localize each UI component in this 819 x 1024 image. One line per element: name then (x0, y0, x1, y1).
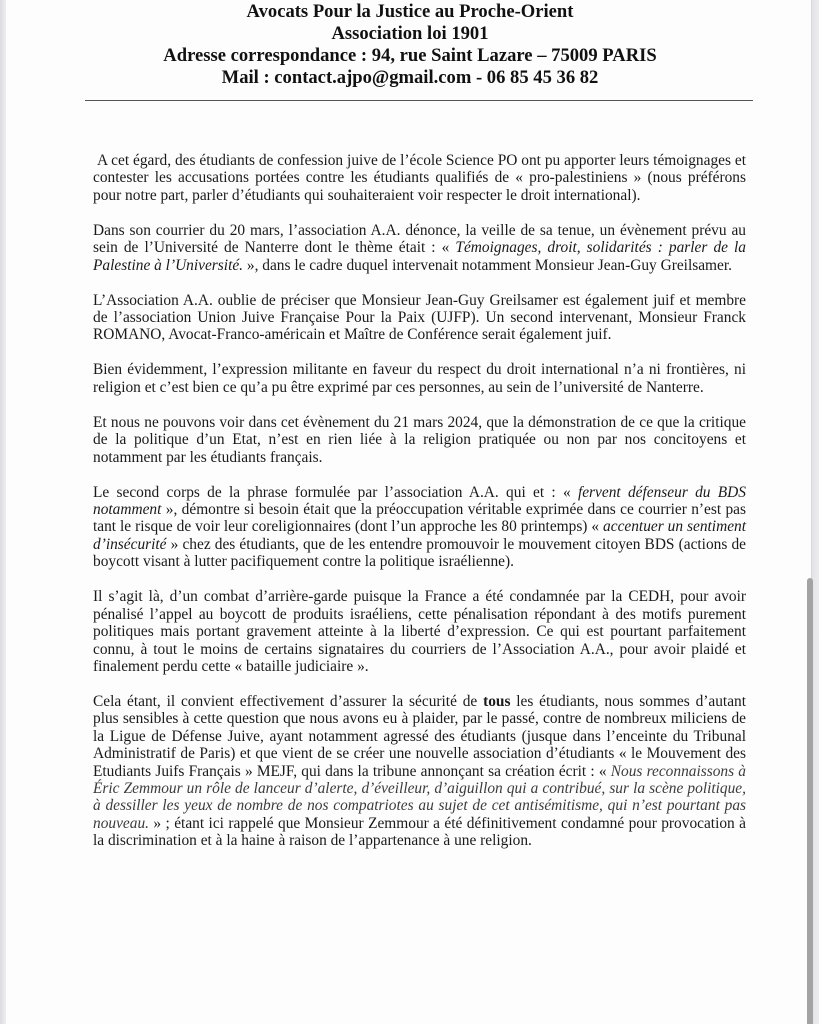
text-segment: L’Association A.A. oublie de préciser que Monsieur Jean-Guy Greilsamer est également juif et membre de l’association Union Juive Française Pour la Paix (UJFP). Un second intervenant, Monsieur Franck ROMANO, Avocat-Franco-américain et Maître de Conférence serait également juif. (93, 291, 746, 344)
text-segment: Bien évidemment, l’expression militante en faveur du respect du droit international n’a ni frontières, ni religion et c’est bien ce qu’a pu être exprimé par ces personnes, au sein de l’université de Nanterre. (93, 361, 746, 396)
letterhead (60, 1, 760, 89)
quoted-theme: Témoignages, droit, solidarités : parler de la Palestine à l’Université. (93, 239, 747, 274)
text-segment: Et nous ne pouvons voir dans cet évènement du 21 mars 2024, que la démonstration de ce que la critique de la politique d’un Etat, n’est en rien liée à la religion pratiquée ou non par nos concitoyens et notamment par les étudiants français. (93, 413, 746, 466)
paragraph-6 (93, 484, 746, 571)
text-segment: Cela étant, il convient effectivement d’assurer la sécurité de (93, 692, 484, 710)
quoted-phrase: accentuer un sentiment d’insécurité (93, 518, 746, 553)
text-segment: », démontre si besoin était que la préoccupation véritable exprimée dans ce courrier n’est pas tant le risque de voir leur coreligionnaires (dont l’un approche les 80 printemps) « (93, 501, 746, 536)
text-segment: les étudiants, nous sommes d’autant plus sensibles à cette question que nous avons eu à plaider, par le passé, contre de nombreux miliciens de la Ligue de Défense Juive, ayant notamment agressé des étudiants (jusque dans l’enceinte du Tribunal Administratif de Paris) et que vient de se créer une nouvelle association d’étudiants « le Mouvement des Etudiants Juifs Français » MEJF, qui dans la tribune annonçant sa création écrit : « (93, 692, 746, 780)
text-segment: » chez des étudiants, que de les entendre promouvoir le mouvement citoyen BDS (actions de boycott visant à lutter pacifiquement contre la politique israélienne). (93, 535, 746, 571)
text-segment: A cet égard, des étudiants de confession juive de l’école Science PO ont pu apporter leurs témoignages et contester les accusations portées contre les étudiants qualifiés de « pro-palestiniens » (nous préférons pour notre part, parler d’étudiants qui souhaiteraient voir respecter le droit international). (93, 152, 746, 204)
letter-body (93, 152, 746, 867)
window-edge-left (0, 0, 6, 1024)
org-name: Avocats Pour la Justice au Proche-Orient (246, 1, 574, 22)
text-segment: Dans son courrier du 20 mars, l’association A.A. dénonce, la veille de sa tenue, un évènement prévu au sein de l’Université de Nanterre dont le thème était : « (93, 221, 746, 257)
scrollbar-thumb[interactable] (807, 578, 813, 1024)
text-segment: Le second corps de la phrase formulée par l’association A.A. qui et : « (93, 483, 578, 501)
text-segment: », dans le cadre duquel intervenait notamment Monsieur Jean-Guy Greilsamer. (243, 256, 732, 274)
org-status: Association loi 1901 (331, 23, 489, 44)
org-address: Adresse correspondance : 94, rue Saint Lazare – 75009 PARIS (163, 45, 657, 66)
text-segment: Il s’agit là, d’un combat d’arrière-garde puisque la France a été condamnée par la CEDH, pour avoir pénalisé l’appel au boycott de produits israéliens, cette pénalisation répondant à des motifs purement politiques mais portant gravement atteinte à la liberté d’expression. Ce qui est pourtant parfaitement connu, à tout le moins de certains signataires du courriers de l’Association A.A., pour avoir plaidé et finalement perdu cette « bataille judiciaire ». (93, 588, 746, 675)
paragraph-7 (93, 588, 746, 675)
text-segment: » ; étant ici rappelé que Monsieur Zemmour a été définitivement condamné pour provocation à la discrimination et à la haine à raison de l’appartenance à une religion. (93, 814, 746, 850)
paragraph-1 (93, 152, 746, 204)
header-divider (85, 100, 753, 101)
paragraph-8 (93, 693, 746, 850)
paragraph-5 (93, 414, 746, 466)
paragraph-3 (93, 292, 746, 344)
quoted-phrase: fervent défenseur du BDS notamment (93, 483, 746, 519)
paragraph-4 (93, 361, 746, 396)
paragraph-2 (93, 222, 746, 274)
org-contact: Mail : contact.ajpo@gmail.com - 06 85 45 36 82 (221, 67, 599, 88)
quoted-tribune: Nous reconnaissons à Éric Zemmour un rôle de lanceur d’alerte, d’éveilleur, d’aiguillon qui a contribué, sur la scène politique, à dessiller les yeux de nombre de nos compatriotes au sujet de cet antisémitisme, qui n’est pourtant pas nouveau. (93, 762, 746, 832)
emphasis-bold: tous (483, 692, 511, 710)
